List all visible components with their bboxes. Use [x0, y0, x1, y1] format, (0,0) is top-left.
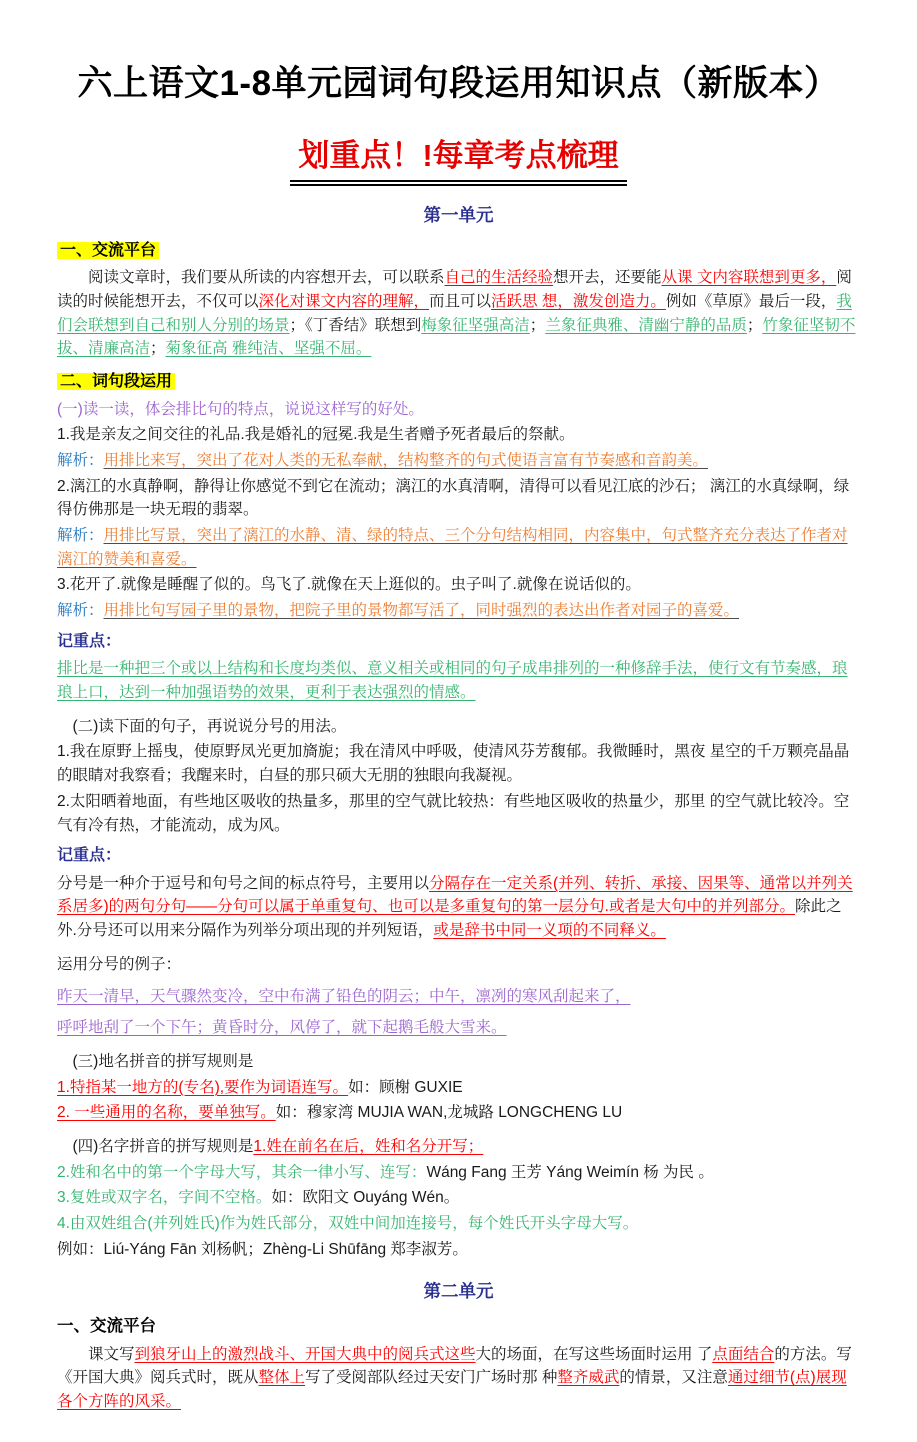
text-segment: ；	[150, 340, 166, 358]
unit2-section-heading-exchange-platform: 一、交流平台	[57, 1317, 156, 1336]
text-segment: 3.花开了.就像是睡醒了似的。鸟飞了.就像在天上逛似的。虫子叫了.就像在说话似的。	[57, 576, 641, 594]
text-segment: 例如：Liú-Yáng Fān 刘杨帆；Zhèng-Li Shūfāng 郑李淑芳。	[57, 1240, 468, 1258]
text-segment: 运用分号的例子：	[57, 955, 182, 973]
sentence-1	[57, 423, 860, 447]
analysis-2	[57, 524, 860, 571]
text-segment: 整齐威武	[557, 1369, 620, 1387]
text-segment: 用排比写景，突出了漓江的水静、清、绿的特点、三个分句结构相同，内容集中，句式整齐充分表达了作者对漓江的赞美和喜爱。	[57, 527, 848, 568]
text-segment: ；	[529, 316, 546, 334]
text-segment: (四)名字拼音的拼写规则是	[72, 1138, 254, 1156]
text-segment: 写了受阅部队经过天安门广场时那 种	[305, 1369, 558, 1387]
text-segment: Wáng Fang 王芳 Yáng Weimín 杨 为民 。	[426, 1163, 714, 1181]
text-segment: 梅象征坚强高洁	[421, 316, 530, 334]
placename-rule-1	[57, 1076, 860, 1100]
semicolon-sample-line-2	[57, 1016, 860, 1040]
text-segment: 的方法。写《开国大典》阅兵式时，既从	[57, 1345, 852, 1387]
name-rule-3	[57, 1186, 860, 1210]
highlighted-heading-text: 一、交流平台	[57, 242, 159, 259]
text-segment: 如：顾榭 GUXIE	[348, 1078, 463, 1096]
semicolon-examples-label	[57, 953, 860, 977]
name-rule-4	[57, 1212, 860, 1236]
document-subtitle-row	[57, 130, 860, 186]
text-segment: 的情景，又注意	[619, 1369, 728, 1387]
unit-2-heading: 第二单元	[423, 1280, 494, 1301]
keypoint-paibi	[57, 657, 860, 704]
text-segment: (一)读一读，体会排比句的特点，说说这样写的好处。	[57, 400, 424, 418]
text-segment: 自己的生活经验	[444, 269, 554, 287]
text-segment: 课文写	[88, 1345, 135, 1363]
analysis-1	[57, 449, 860, 473]
text-segment: 大的场面，在写这些场面时运用 了	[475, 1345, 713, 1363]
text-segment: ；	[746, 316, 763, 334]
text-segment: 阅读的时候能想开去，不仅可以	[57, 269, 852, 310]
text-segment: 例如《草原》最后一段，	[665, 292, 837, 310]
document-header	[57, 56, 860, 186]
text-segment: 竹象征坚韧不拔、清廉高洁	[57, 316, 856, 358]
text-segment: (二)读下面的句子，再说说分号的用法。	[72, 717, 347, 735]
text-segment: ；《丁香结》联想到	[289, 316, 422, 334]
text-segment: 而且可以	[429, 292, 492, 310]
sentence-3	[57, 573, 860, 597]
analysis-3	[57, 599, 860, 623]
unit-1-heading: 第一单元	[423, 205, 494, 225]
semicolon-sample-line-1	[57, 985, 860, 1009]
text-segment: 从课 文内容联想到更多，	[661, 269, 837, 287]
text-segment: 2. 一些通用的名称，要单独写。	[57, 1104, 276, 1122]
text-segment: 昨天一清早，天气骤然变冷，空中布满了铅色的阴云；中午，凛冽的寒风刮起来了，	[57, 987, 631, 1005]
text-segment: 1.姓在前名在后，姓和名分开写；	[253, 1138, 484, 1156]
para-reading-think	[57, 266, 860, 361]
subsection-3-placename-pinyin	[57, 1050, 860, 1074]
text-segment: 除此之外.分号还可以用来分隔作为列举分项出现的并列短语，	[57, 898, 842, 940]
text-segment: 2.太阳晒着地面，有些地区吸收的热量多，那里的空气就比较热：有些地区吸收的热量少，那里 的空气就比较冷。空气有冷有热，才能流动，成为风。	[57, 792, 850, 834]
text-segment: 排比是一种把三个或以上结构和长度均类似、意义相关或相同的句子成串排列的一种修辞手法，使行文有节奏感，琅琅上口，达到一种加强语势的效果，更利于表达强烈的情感。	[57, 660, 848, 702]
text-segment: 点面结合	[712, 1345, 775, 1363]
text-segment: 阅读文章时，我们要从所读的内容想开去，可以联系	[88, 269, 445, 287]
text-segment: 如：穆家湾 MUJIA WAN,龙城路 LONGCHENG LU	[275, 1104, 623, 1122]
text-segment: 1.我在原野上摇曳，使原野凤光更加旖旎；我在清风中呼吸，使清风芬芳馥郁。我微睡时，黑夜 星空的千万颗亮晶晶的眼睛对我察看；我醒来时，白昼的那只硕大无朋的独眼向我凝视。	[57, 743, 850, 785]
unit2-para-scene-writing	[57, 1343, 860, 1414]
document-title: 六上语文1-8单元园词句段运用知识点（新版本）	[77, 64, 840, 103]
semicolon-example-1	[57, 740, 860, 787]
section-heading-word-sentence-usage	[57, 370, 860, 394]
text-segment: 2.姓和名中的第一个字母大写，其余一律小写、连写：	[57, 1163, 427, 1181]
text-segment: 深化对课文内容的理解，	[258, 292, 430, 310]
text-segment: 分号是一种介于逗号和句号之间的标点符号，主要用以	[57, 874, 430, 892]
placename-rule-2	[57, 1101, 860, 1125]
text-segment: 到狼牙山上的激烈战斗、开国大典中的阅兵式这些	[134, 1345, 476, 1363]
text-segment: 想开去，还要能	[553, 269, 662, 287]
keypoint-semicolon	[57, 872, 860, 943]
text-segment: 1.特指某一地方的(专名),要作为词语连写。	[57, 1078, 349, 1096]
text-segment: 解析：	[57, 451, 104, 469]
name-rule-4-example	[57, 1238, 860, 1262]
document-body	[57, 202, 860, 1414]
document-subtitle: 划重点！!每章考点梳理	[290, 130, 626, 186]
text-segment: 用排比来写，突出了花对人类的无私奉献，结构整齐的句式使语言富有节奏感和音韵美。	[103, 451, 709, 469]
text-segment: 菊象征高 雅纯洁、坚强不屈。	[165, 340, 372, 358]
text-segment: 分隔存在一定关系(并列、转折、承接、因果等、通常以并列关系居多)的两句分句——分句可以属于单重复句、也可以是多重复句的第一层分句.或者是大句中的并列部分。	[57, 874, 853, 916]
text-segment: 呼呼地刮了一个下午；黄昏时分，风停了，就下起鹅毛般大雪来。	[57, 1019, 507, 1037]
sentence-2	[57, 475, 860, 522]
subsection-1-paibi	[57, 398, 860, 422]
text-segment: 用排比句写园子里的景物，把院子里的景物都写活了，同时强烈的表达出作者对园子的喜爱。	[103, 602, 740, 620]
semicolon-example-2	[57, 790, 860, 837]
text-segment: (三)地名拼音的拼写规则是	[72, 1052, 254, 1070]
text-segment: 如：欧阳文 Ouyáng Wén。	[271, 1189, 460, 1207]
text-segment: 2.漓江的水真静啊，静得让你感觉不到它在流动；漓江的水真清啊，清得可以看见江底的沙石； 漓江的水真绿啊，绿得仿佛那是一块无瑕的翡翠。	[57, 477, 850, 519]
text-segment: 1.我是亲友之间交往的礼品.我是婚礼的冠冕.我是生者赠予死者最后的祭献。	[57, 426, 575, 444]
text-segment: 解析：	[57, 527, 104, 545]
highlighted-heading-text: 二、词句段运用	[57, 373, 175, 390]
text-segment: 通过细节(点)展	[727, 1369, 832, 1387]
text-segment: 整体上	[258, 1369, 306, 1387]
section-heading-exchange-platform	[57, 239, 860, 263]
text-segment: 4.由双姓组合(并列姓氏)作为姓氏部分，双姓中间加连接号，每个姓氏开头字母大写。	[57, 1215, 639, 1233]
text-segment: 或是辞书中同一义项的不同释义。	[433, 922, 666, 940]
text-segment: 活跃思 想，激发创造力。	[491, 292, 666, 310]
text-segment: 兰象征典雅、清幽宁静的品质	[545, 316, 747, 334]
text-segment: 现各个方阵的风采。	[57, 1369, 847, 1410]
text-segment: 解析：	[57, 602, 104, 620]
keypoint-heading-1: 记重点：	[57, 632, 122, 650]
text-segment: 3.复姓或双字名，字间不空格。	[57, 1189, 272, 1207]
subsection-2-semicolon	[57, 715, 860, 739]
name-rule-2	[57, 1161, 860, 1185]
text-segment: 我们会联想到自己和别人分别的场景	[57, 292, 852, 334]
subsection-4-name-pinyin	[57, 1135, 860, 1159]
keypoint-heading-2: 记重点：	[57, 847, 122, 865]
